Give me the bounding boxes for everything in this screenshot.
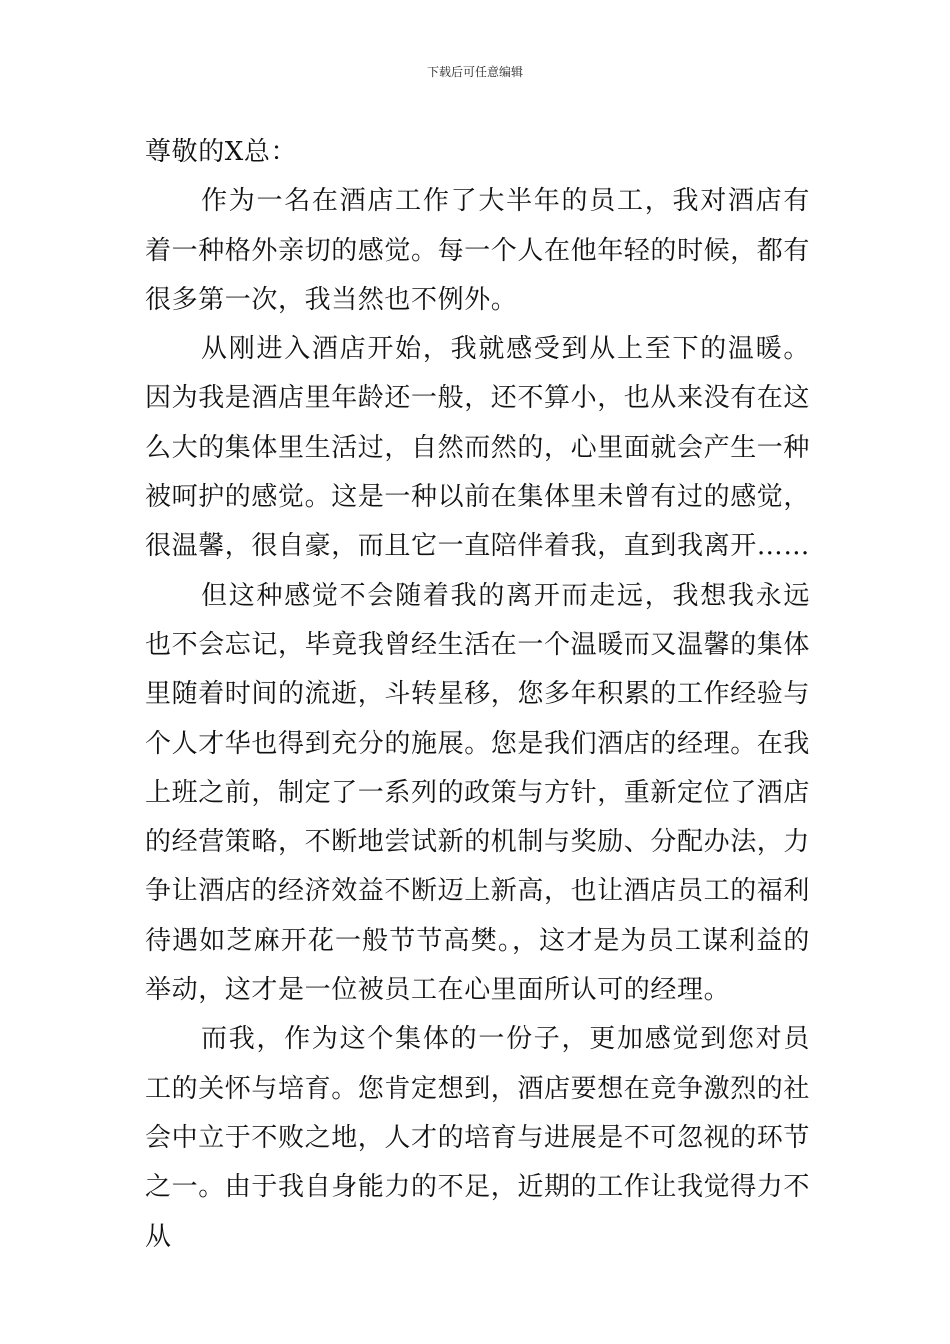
paragraph-4: 而我，作为这个集体的一份子，更加感觉到您对员工的关怀与培育。您肯定想到，酒店要想在竞争激烈的社会中立于不败之地，人才的培育与进展是不可忽视的环节之一。由于我自身能力的不足，近期的工作让我觉得力不从 xyxy=(145,1024,811,1252)
salutation: 尊敬的X总： xyxy=(145,137,298,167)
page-header: 下载后可任意编辑 xyxy=(426,65,523,79)
paragraph-1: 作为一名在酒店工作了大半年的员工，我对酒店有着一种格外亲切的感觉。每一个人在他年轻的时候，都有很多第一次，我当然也不例外。 xyxy=(145,186,811,315)
paragraph-3: 但这种感觉不会随着我的离开而走远，我想我永远也不会忘记，毕竟我曾经生活在一个温暖而又温馨的集体里随着时间的流逝，斗转星移，您多年积累的工作经验与个人才华也得到充分的施展。您是我们酒店的经理。在我上班之前，制定了一系列的政策与方针，重新定位了酒店的经营策略，不断地尝试新的机制与奖励、分配办法，力争让酒店的经济效益不断迈上新高，也让酒店员工的福利待遇如芝麻开花一般节节高樊。，这才是为员工谋利益的举动，这才是一位被员工在心里面所认可的经理。 xyxy=(145,580,811,1006)
letter-body xyxy=(145,128,810,1262)
paragraph-2: 从刚进入酒店开始，我就感受到从上至下的温暖。因为我是酒店里年龄还一般，还不算小，也从来没有在这么大的集体里生活过，自然而然的，心里面就会产生一种被呵护的感觉。这是一种以前在集体里未曾有过的感觉，很温馨，很自豪，而且它一直陪伴着我，直到我离开…… xyxy=(145,334,811,562)
